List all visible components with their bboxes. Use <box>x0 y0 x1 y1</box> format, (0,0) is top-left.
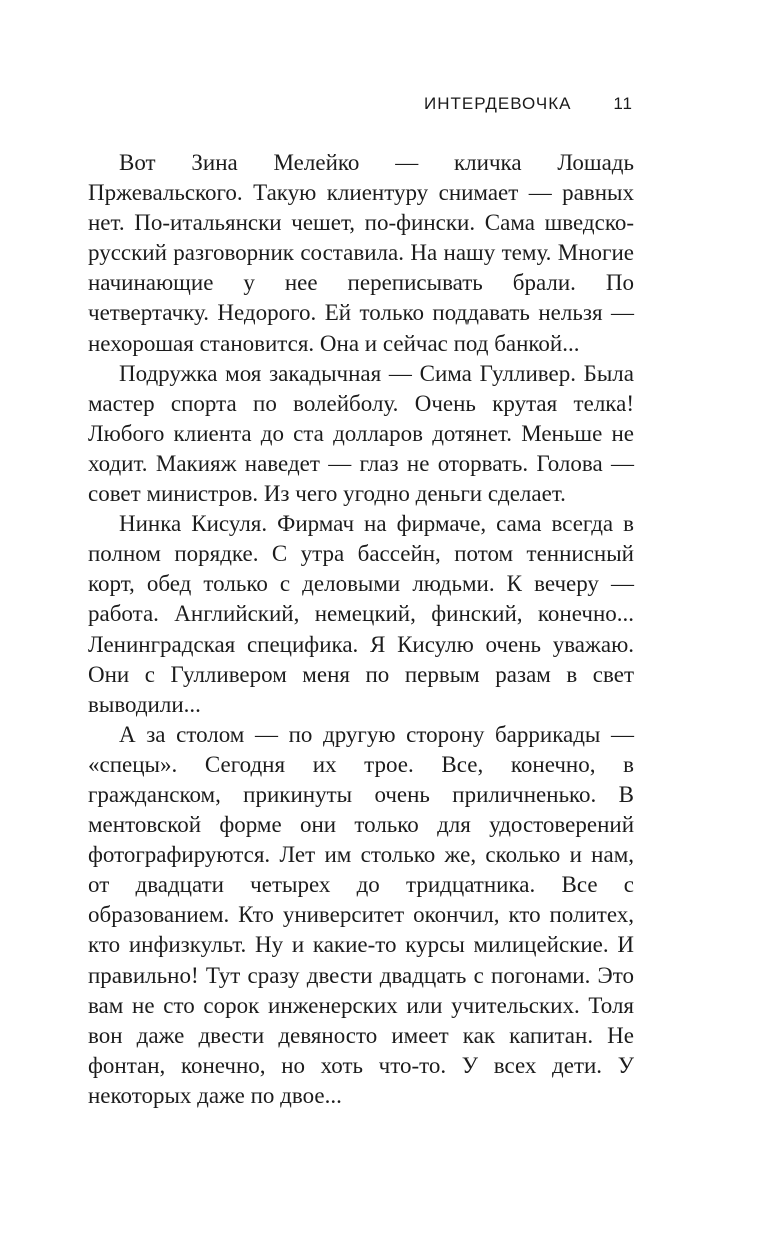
running-head <box>420 94 633 120</box>
paragraph-zina: Вот Зина Мелейко — кличка Лошадь Пржевальского. Такую клиентуру снимает — равных нет. По-итальянски чешет, по-фински. Сама шведско-русский разговорник составила. На нашу тему. Многие начинающие у нее переписывать брали. По четвертачку. Недорого. Ей только поддавать нельзя — нехорошая становится. Она и сейчас под банкой... <box>88 150 634 356</box>
paragraph-ninka: Нинка Кисуля. Фирмач на фирмаче, сама всегда в полном порядке. С утра бассейн, потом теннисный корт, обед только с деловыми людьми. К вечеру — работа. Английский, немецкий, финский, конечно... Ленинградская специфика. Я Кисулю очень уважаю. Они с Гулливером меня по первым разам в свет выводили... <box>88 511 634 717</box>
body-text <box>88 148 634 1111</box>
paragraph-spetsy: А за столом — по другую сторону баррикады — «спецы». Сегодня их трое. Все, конечно, в гражданском, прикинуты очень приличненько. В ментовской форме они только для удостоверений фотографируются. Лет им столько же, сколько и нам, от двадцати четырех до тридцатника. Все с образованием. Кто университет окончил, кто политех, кто инфизкульт. Ну и какие-то курсы милицейские. И правильно! Тут сразу двести двадцать с погонами. Это вам не сто сорок инженерских или учительских. Толя вон даже двести девяносто имеет как капитан. Не фонтан, конечно, но хоть что-то. У всех дети. У некоторых даже по двое... <box>88 721 634 1108</box>
page-number: 11 <box>613 94 633 113</box>
paragraph-sima: Подружка моя закадычная — Сима Гулливер. Была мастер спорта по волейболу. Очень крутая телка! Любого клиента до ста долларов дотянет. Меньше не ходит. Макияж наведет — глаз не оторвать. Голова — совет министров. Из чего угодно деньги сделает. <box>88 360 634 507</box>
running-head-title: ИНТЕРДЕВОЧКА <box>424 94 572 113</box>
